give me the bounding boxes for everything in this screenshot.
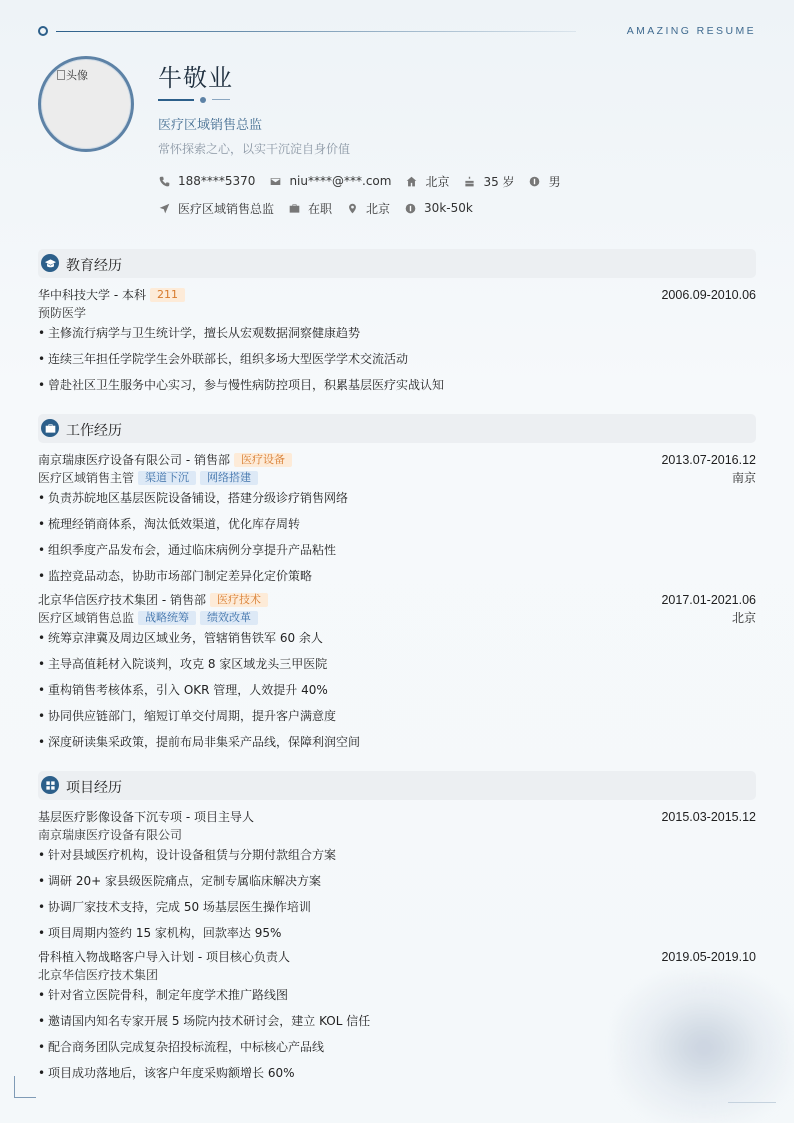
background-blur	[614, 972, 794, 1123]
section-projects	[38, 771, 756, 800]
salary-item	[404, 201, 473, 215]
work-role-row	[38, 610, 756, 626]
work-role-row	[38, 470, 756, 486]
list-item: • 负责苏皖地区基层医院设备铺设，搭建分级诊疗销售网络	[38, 490, 348, 506]
industry-tag: 医疗设备	[234, 453, 292, 467]
major-name: 预防医学	[38, 306, 87, 320]
list-item: • 主导高值耗材入院谈判，攻克 8 家区域龙头三甲医院	[38, 656, 327, 672]
list-item: • 深度研读集采政策，提前布局非集采产品线，保障利润空间	[38, 734, 360, 750]
project-date: 2015.03-2015.12	[661, 810, 756, 824]
list-item: • 协同供应链部门，缩短订单交付周期，提升客户满意度	[38, 708, 336, 724]
footer-line	[728, 1102, 776, 1103]
home-value: 北京	[425, 174, 450, 189]
list-item: • 重构销售考核体系，引入 OKR 管理，人效提升 40%	[38, 682, 328, 698]
school-name: 华中科技大学 - 本科	[38, 288, 146, 302]
project-company: 南京瑞康医疗设备有限公司	[38, 828, 183, 842]
section-title: 教育经历	[66, 258, 122, 274]
salary-value: 30k-50k	[424, 201, 473, 215]
skill-tag: 网络搭建	[200, 471, 258, 485]
section-title: 工作经历	[66, 423, 122, 439]
age-item	[463, 173, 514, 190]
work-date: 2017.01-2021.06	[661, 593, 756, 607]
gender-icon	[529, 175, 541, 187]
list-item: • 主修流行病学与卫生统计学，擅长从宏观数据洞察健康趋势	[38, 325, 360, 341]
project-header	[38, 809, 756, 825]
avatar-alt-text: 头像	[57, 67, 88, 83]
location-value: 北京	[366, 201, 391, 216]
project-company: 北京华信医疗技术集团	[38, 968, 159, 982]
work-date: 2013.07-2016.12	[661, 453, 756, 467]
top-divider	[56, 31, 576, 32]
company-name: 北京华信医疗技术集团 - 销售部	[38, 593, 206, 607]
email-item	[269, 174, 391, 188]
position-value: 医疗区域销售总监	[178, 201, 275, 216]
mail-icon	[269, 175, 281, 187]
send-icon	[158, 202, 170, 214]
skill-tag: 战略统筹	[138, 611, 196, 625]
money-icon	[404, 202, 416, 214]
corner-ornament	[14, 1076, 36, 1098]
list-item: • 项目成功落地后，该客户年度采购额增长 60%	[38, 1065, 295, 1081]
section-education	[38, 249, 756, 278]
work-header	[38, 452, 756, 468]
contact-row	[158, 173, 575, 189]
skill-tag: 绩效改革	[200, 611, 258, 625]
project-name: 基层医疗影像设备下沉专项 - 项目主导人	[38, 810, 254, 824]
list-item: • 针对县域医疗机构，设计设备租赁与分期付款组合方案	[38, 847, 336, 863]
list-item: • 曾赴社区卫生服务中心实习，参与慢性病防控项目，积累基层医疗实战认知	[38, 377, 444, 393]
ring-ornament	[38, 26, 48, 36]
project-header	[38, 949, 756, 965]
section-title: 项目经历	[66, 780, 122, 796]
project-date: 2019.05-2019.10	[661, 950, 756, 964]
job-intent-row	[158, 200, 487, 216]
grid-icon	[41, 776, 59, 794]
motto: 常怀探索之心，以实干沉淀自身价值	[158, 142, 351, 156]
cake-icon	[463, 175, 475, 187]
skill-tag: 渠道下沉	[138, 471, 196, 485]
list-item: • 连续三年担任学院学生会外联部长，组织多场大型医学学术交流活动	[38, 351, 408, 367]
list-item: • 统筹京津冀及周边区域业务，管辖销售铁军 60 余人	[38, 630, 323, 646]
role-name: 医疗区域销售总监	[38, 611, 135, 625]
list-item: • 梳理经销商体系，淘汰低效渠道，优化库存周转	[38, 516, 300, 532]
list-item: • 针对省立医院骨科，制定年度学术推广路线图	[38, 987, 288, 1003]
briefcase-icon	[41, 419, 59, 437]
candidate-name: 牛敬业	[158, 64, 233, 92]
list-item: • 配合商务团队完成复杂招投标流程，中标核心产品线	[38, 1039, 324, 1055]
major	[38, 305, 756, 321]
status-item	[288, 200, 332, 217]
project-company-row	[38, 827, 756, 843]
phone-value: 188****5370	[178, 174, 256, 188]
company-name: 南京瑞康医疗设备有限公司 - 销售部	[38, 453, 230, 467]
project-name: 骨科植入物战略客户导入计划 - 项目核心负责人	[38, 950, 290, 964]
home-item	[405, 173, 449, 190]
avatar	[38, 56, 134, 152]
list-item: • 项目周期内签约 15 家机构，回款率达 95%	[38, 925, 281, 941]
list-item: • 监控竞品动态，协助市场部门制定差异化定价策略	[38, 568, 312, 584]
job-title: 医疗区域销售总监	[158, 118, 263, 133]
gender-item	[529, 173, 561, 190]
work-location: 南京	[731, 471, 756, 485]
list-item: • 协调厂家技术支持，完成 50 场基层医生操作培训	[38, 899, 311, 915]
education-date: 2006.09-2010.06	[661, 288, 756, 302]
school-tag: 211	[150, 288, 185, 302]
status-value: 在职	[308, 201, 333, 216]
section-work	[38, 414, 756, 443]
brand-label: AMAZING RESUME	[626, 25, 756, 37]
phone-icon	[158, 175, 170, 187]
name-underline	[158, 96, 238, 104]
list-item: • 调研 20+ 家县级医院痛点，定制专属临床解决方案	[38, 873, 321, 889]
role-name: 医疗区域销售主管	[38, 471, 135, 485]
list-item: • 邀请国内知名专家开展 5 场院内技术研讨会，建立 KOL 信任	[38, 1013, 370, 1029]
industry-tag: 医疗技术	[210, 593, 268, 607]
home-icon	[405, 175, 417, 187]
briefcase-icon	[288, 202, 300, 214]
position-item	[158, 200, 274, 217]
education-header	[38, 287, 756, 303]
list-item: • 组织季度产品发布会，通过临床病例分享提升产品粘性	[38, 542, 336, 558]
phone-item	[158, 174, 255, 188]
location-pin-icon	[346, 202, 358, 214]
graduation-cap-icon	[41, 254, 59, 272]
age-value: 35 岁	[483, 174, 515, 189]
email-value: niu****@***.com	[289, 174, 392, 188]
work-location: 北京	[731, 611, 756, 625]
location-item	[346, 200, 390, 217]
work-header	[38, 592, 756, 608]
top-decoration	[38, 26, 756, 38]
gender-value: 男	[548, 174, 561, 189]
